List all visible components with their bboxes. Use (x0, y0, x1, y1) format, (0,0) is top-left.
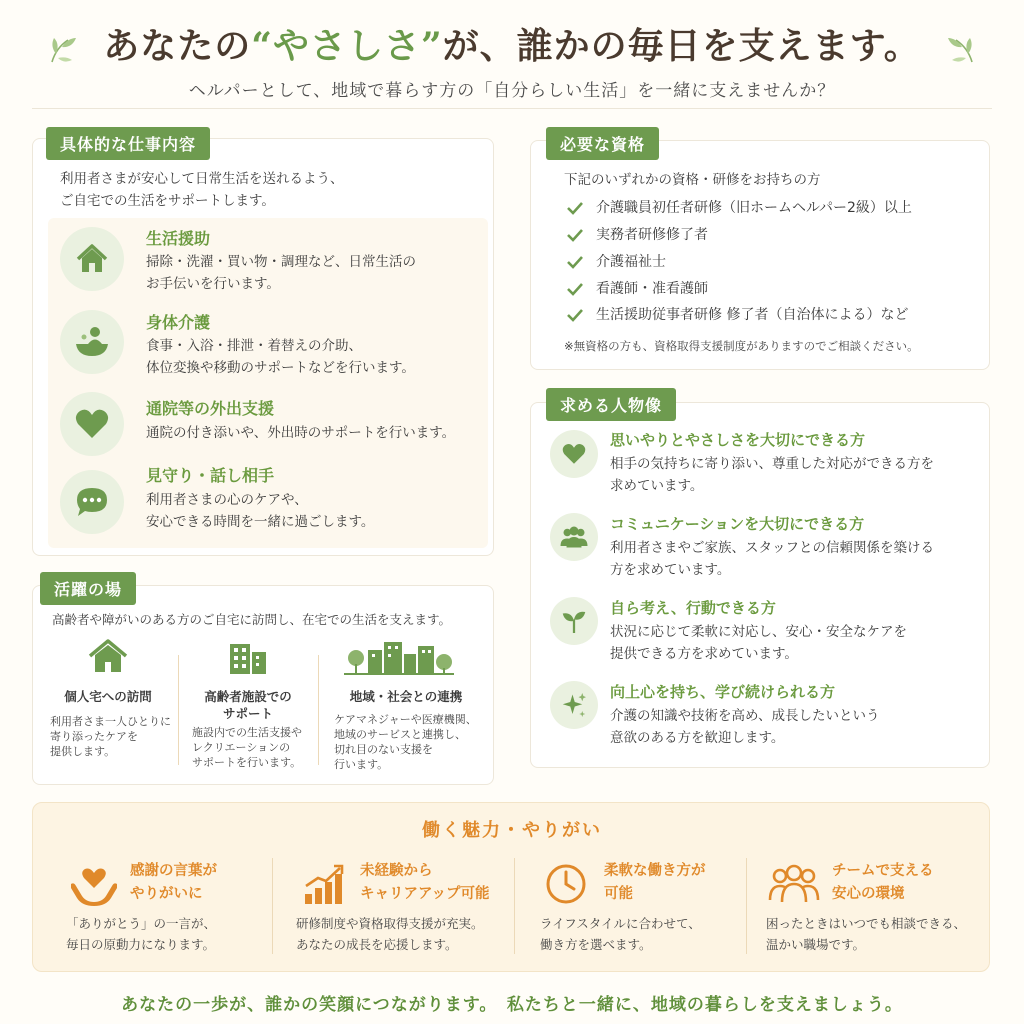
qualification-item: 介護福祉士 (596, 254, 666, 270)
house-icon (86, 636, 130, 676)
qualification-item: 実務者研修修了者 (596, 227, 708, 243)
job-intro-line: ご自宅での生活をサポートします。 (60, 193, 275, 209)
job-item-icon-wrap (60, 227, 124, 291)
column-divider (746, 858, 747, 954)
title-highlight: “やさしさ” (251, 25, 443, 67)
page-title (0, 18, 1024, 69)
workplace-item-desc: 切れ目のない支援を (334, 743, 433, 756)
workplace-item-desc: レクリエーションの (192, 741, 291, 754)
persona-desc: 方を求めています。 (610, 562, 731, 578)
column-divider (514, 858, 515, 954)
column-divider (178, 655, 179, 765)
qualifications-note: ※無資格の方も、資格取得支援制度がありますのでご相談ください。 (564, 339, 919, 353)
persona-desc: 提供できる方を求めています。 (610, 646, 798, 662)
job-item-desc: 通院の付き添いや、外出時のサポートを行います。 (146, 425, 456, 441)
growth-chart-icon (302, 862, 348, 906)
appeal-item-desc: 温かい職場です。 (766, 937, 866, 952)
facility-icon (226, 636, 270, 676)
ideal-candidate-tag: 求める人物像 (546, 388, 676, 421)
appeal-item-title: やりがいに (130, 886, 203, 902)
check-icon (566, 253, 584, 271)
job-item-icon-wrap (60, 470, 124, 534)
people-icon (559, 522, 589, 552)
workplace-item-desc: 提供します。 (50, 745, 116, 758)
qualifications-intro: 下記のいずれかの資格・研修をお持ちの方 (564, 172, 821, 188)
check-icon (566, 199, 584, 217)
team-icon (768, 862, 820, 906)
qualification-item: 生活援助従事者研修 修了者（自治体による）など (596, 307, 909, 323)
town-icon (344, 636, 454, 676)
workplace-item-desc: 施設内での生活支援や (192, 726, 302, 739)
job-item-title: 生活援助 (146, 229, 211, 248)
job-item-desc: 利用者さまの心のケアや、 (146, 492, 308, 508)
chat-bubble-icon (72, 482, 112, 522)
persona-desc: 状況に応じて柔軟に対応し、安心・安全なケアを (610, 624, 907, 640)
page-subtitle: ヘルパーとして、地域で暮らす方の「自分らしい生活」を一緒に支えませんか？ (188, 81, 836, 101)
heart-icon (560, 440, 588, 468)
qualifications-tag: 必要な資格 (546, 127, 659, 160)
appeal-item-title: 感謝の言葉が (130, 863, 217, 879)
check-icon (566, 280, 584, 298)
clock-icon (544, 862, 588, 906)
workplace-item-title: 高齢者施設での (204, 689, 292, 704)
job-content-tag: 具体的な仕事内容 (46, 127, 210, 160)
appeal-item-desc: 困ったときはいつでも相談できる、 (766, 916, 967, 931)
job-item-title: 身体介護 (146, 313, 211, 332)
workplace-item-desc: 利用者さま一人ひとりに (50, 715, 171, 728)
persona-title: 向上心を持ち、学び続けられる方 (610, 683, 836, 701)
qualification-item: 介護職員初任者研修（旧ホームヘルパー2級）以上 (596, 200, 912, 216)
bath-care-icon (72, 322, 112, 362)
persona-title: コミュニケーションを大切にできる方 (610, 515, 865, 533)
persona-desc: 意欲のある方を歓迎します。 (610, 730, 785, 746)
sprout-icon (559, 606, 589, 636)
job-item-title: 見守り・話し相手 (146, 466, 275, 485)
workplace-item-title: サポート (222, 706, 273, 721)
footer-message: あなたの一歩が、誰かの笑顔につながります。 私たちと一緒に、地域の暮らしを支えましょう。 (121, 995, 903, 1015)
persona-icon-wrap (550, 681, 598, 729)
heart-hands-icon (68, 862, 120, 908)
appeal-title: 働く魅力・やりがい (422, 820, 602, 841)
appeal-item-title: チームで支える (832, 863, 934, 879)
persona-desc: 利用者さまやご家族、スタッフとの信頼関係を築ける (610, 540, 934, 556)
appeal-item-title: 安心の環境 (832, 886, 905, 902)
workplace-item-desc: 寄り添ったケアを (50, 730, 138, 743)
job-item-desc: 掃除・洗濯・買い物・調理など、日常生活の (146, 254, 416, 270)
appeal-item-desc: ライフスタイルに合わせて、 (540, 916, 701, 931)
appeal-item-desc: 「ありがとう」の一言が、 (66, 916, 217, 931)
job-item-desc: 食事・入浴・排泄・着替えの介助、 (146, 338, 362, 354)
appeal-item-title: 柔軟な働き方が (604, 863, 706, 879)
header-divider (32, 108, 992, 109)
persona-icon-wrap (550, 430, 598, 478)
appeal-item-desc: あなたの成長を応援します。 (296, 937, 458, 952)
appeal-item-desc: 働き方を選べます。 (540, 937, 652, 952)
job-item-icon-wrap (60, 392, 124, 456)
column-divider (272, 858, 273, 954)
persona-icon-wrap (550, 597, 598, 645)
appeal-item-title: 可能 (604, 886, 633, 902)
column-divider (318, 655, 319, 765)
workplace-item-title: 個人宅への訪問 (64, 689, 152, 704)
job-item-title: 通院等の外出支援 (146, 399, 275, 418)
persona-desc: 介護の知識や技術を高め、成長したいという (610, 708, 880, 724)
persona-icon-wrap (550, 513, 598, 561)
sparkle-icon (559, 690, 589, 720)
workplace-item-title: 地域・社会との連携 (349, 689, 463, 704)
heart-icon (72, 404, 112, 444)
appeal-item-desc: 研修制度や資格取得支援が充実。 (296, 916, 484, 931)
title-part: あなたの (103, 25, 252, 67)
job-intro-line: 利用者さまが安心して日常生活を送れるよう、 (60, 171, 344, 187)
persona-desc: 相手の気持ちに寄り添い、尊重した対応ができる方を (610, 456, 934, 472)
workplace-item-desc: 行います。 (334, 758, 389, 771)
house-icon (72, 239, 112, 279)
appeal-item-title: 未経験から (360, 863, 433, 879)
job-item-desc: お手伝いを行います。 (146, 276, 280, 292)
persona-desc: 求めています。 (610, 478, 704, 494)
persona-title: 自ら考え、行動できる方 (610, 599, 776, 617)
workplace-item-desc: ケアマネジャーや医療機関、 (334, 713, 477, 726)
check-icon (566, 226, 584, 244)
job-item-desc: 体位変換や移動のサポートなどを行います。 (146, 360, 415, 376)
check-icon (566, 306, 584, 324)
job-item-icon-wrap (60, 310, 124, 374)
title-part: が、誰かの毎日を支えます。 (442, 25, 921, 67)
persona-title: 思いやりとやさしさを大切にできる方 (610, 431, 866, 449)
workplace-item-desc: 地域のサービスと連携し、 (334, 728, 466, 741)
workplace-item-desc: サポートを行います。 (192, 756, 302, 769)
appeal-item-desc: 毎日の原動力になります。 (66, 937, 216, 952)
workplace-tag: 活躍の場 (40, 572, 136, 605)
appeal-item-title: キャリアアップ可能 (360, 886, 490, 902)
workplace-intro: 高齢者や障がいのある方のご自宅に訪問し、在宅での生活を支えます。 (52, 612, 452, 627)
qualification-item: 看護師・准看護師 (596, 281, 708, 297)
job-item-desc: 安心できる時間を一緒に過ごします。 (146, 514, 375, 530)
